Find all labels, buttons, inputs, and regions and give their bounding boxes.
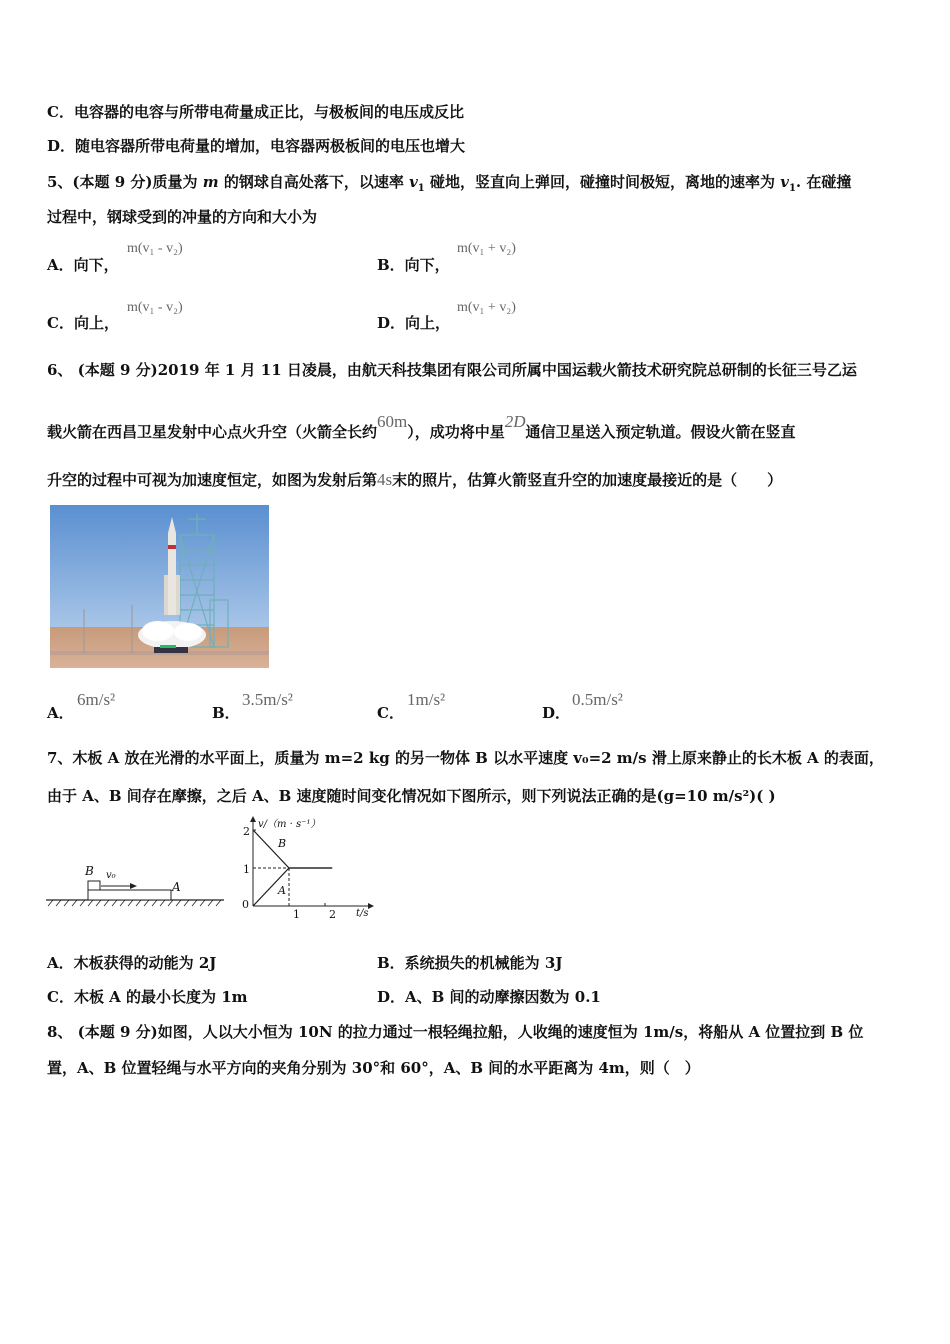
q7-option-b: B．系统损失的机械能为 3J xyxy=(377,954,563,972)
q6-option-a-value: 6m/s² xyxy=(77,690,116,709)
q5-option-b-formula: m(v₁ + v₂) xyxy=(457,241,516,256)
series-line-A xyxy=(253,868,332,906)
q7-board-a-label: A xyxy=(172,880,181,894)
q5-option-c-label: C．向上， xyxy=(47,314,119,332)
q6-option-c-label: C． xyxy=(377,704,404,722)
q5-option-c-formula: m(v₁ - v₂) xyxy=(127,300,183,315)
q6-stem-line3: 升空的过程中可视为加速度恒定，如图为发射后第4s末的照片，估算火箭竖直升空的加速度最接近的是（ ） xyxy=(47,470,783,489)
q7-y-tick-1: 1 xyxy=(243,863,250,876)
q7-y-axis-label: v/（m · s⁻¹） xyxy=(258,819,321,830)
rocket-launch-photo xyxy=(50,505,269,668)
q7-option-c: C．木板 A 的最小长度为 1m xyxy=(47,988,248,1006)
q7-y-tick-2: 2 xyxy=(243,825,250,838)
q7-x-axis-label: t/s xyxy=(356,908,369,919)
q7-stem-line1: 7、木板 A 放在光滑的水平面上，质量为 m=2 kg 的另一物体 B 以水平速度 v₀=2 m/s 滑上原来静止的长木板 A 的表面， xyxy=(47,749,884,767)
series-line-B xyxy=(253,830,332,868)
q5-option-a-formula: m(v₁ - v₂) xyxy=(127,241,183,256)
q7-x-tick-2: 2 xyxy=(329,908,336,921)
x-axis-arrow xyxy=(368,903,374,909)
q7-v0-label: v₀ xyxy=(106,870,116,881)
q5-stem-line2: 过程中，钢球受到的冲量的方向和大小为 xyxy=(47,208,318,226)
q5-option-d-label: D．向上， xyxy=(377,314,451,332)
q7-vt-graph xyxy=(236,812,386,924)
q7-board-figure xyxy=(44,862,229,912)
q6-option-b-value: 3.5m/s² xyxy=(242,690,293,709)
q7-stem-line2: 由于 A、B 间存在摩擦，之后 A、B 速度随时间变化情况如下图所示，则下列说法正确的是(g=10 m/s²)( ) xyxy=(47,787,776,805)
q5-option-d-formula: m(v₁ + v₂) xyxy=(457,300,516,315)
q7-option-d: D．A、B 间的动摩擦因数为 0.1 xyxy=(377,988,601,1006)
q7-option-a: A．木板获得的动能为 2J xyxy=(47,954,217,972)
q4-option-d: D．随电容器所带电荷量的增加，电容器两极板间的电压也增大 xyxy=(47,137,466,155)
q6-option-c-value: 1m/s² xyxy=(407,690,446,709)
q7-block-b-label: B xyxy=(85,864,94,878)
y-axis-arrow xyxy=(250,816,256,822)
q6-option-d-value: 0.5m/s² xyxy=(572,690,623,709)
q8-stem-line2: 置，A、B 位置轻绳与水平方向的夹角分别为 30°和 60°，A、B 间的水平距离为 4m，则（ ） xyxy=(47,1059,700,1077)
q6-option-d-label: D． xyxy=(542,704,571,722)
q7-origin-label: 0 xyxy=(242,898,249,911)
q6-stem-line2: 载火箭在西昌卫星发射中心点火升空（火箭全长约60m），成功将中星2D通信卫星送入预定轨道。假设火箭在竖直 xyxy=(47,412,796,441)
q7-line-b-label: B xyxy=(278,837,287,850)
q6-option-a-label: A． xyxy=(47,704,74,722)
q5-option-b-label: B．向下， xyxy=(377,256,450,274)
q7-line-a-label: A xyxy=(278,884,286,897)
q8-stem-line1: 8、 (本题 9 分)如图，人以大小恒为 10N 的拉力通过一根轻绳拉船，人收绳的速度恒为 1m/s，将船从 A 位置拉到 B 位 xyxy=(47,1023,864,1041)
q6-stem-line1: 6、 (本题 9 分)2019 年 1 月 11 日凌晨，由航天科技集团有限公司所属中国运载火箭技术研究院总研制的长征三号乙运 xyxy=(47,361,857,379)
q6-option-b-label: B． xyxy=(212,704,240,722)
q5-option-a-label: A．向下， xyxy=(47,256,119,274)
q5-stem-line1: 5、(本题 9 分)质量为 m 的钢球自高处落下，以速率 $v_1$ 碰地，竖直向上弹回，碰撞时间极短，离地的速率为 $v_1$. 在碰撞 xyxy=(47,173,852,194)
q7-x-tick-1: 1 xyxy=(293,908,300,921)
q4-option-c: C．电容器的电容与所带电荷量成正比，与极板间的电压成反比 xyxy=(47,103,464,121)
